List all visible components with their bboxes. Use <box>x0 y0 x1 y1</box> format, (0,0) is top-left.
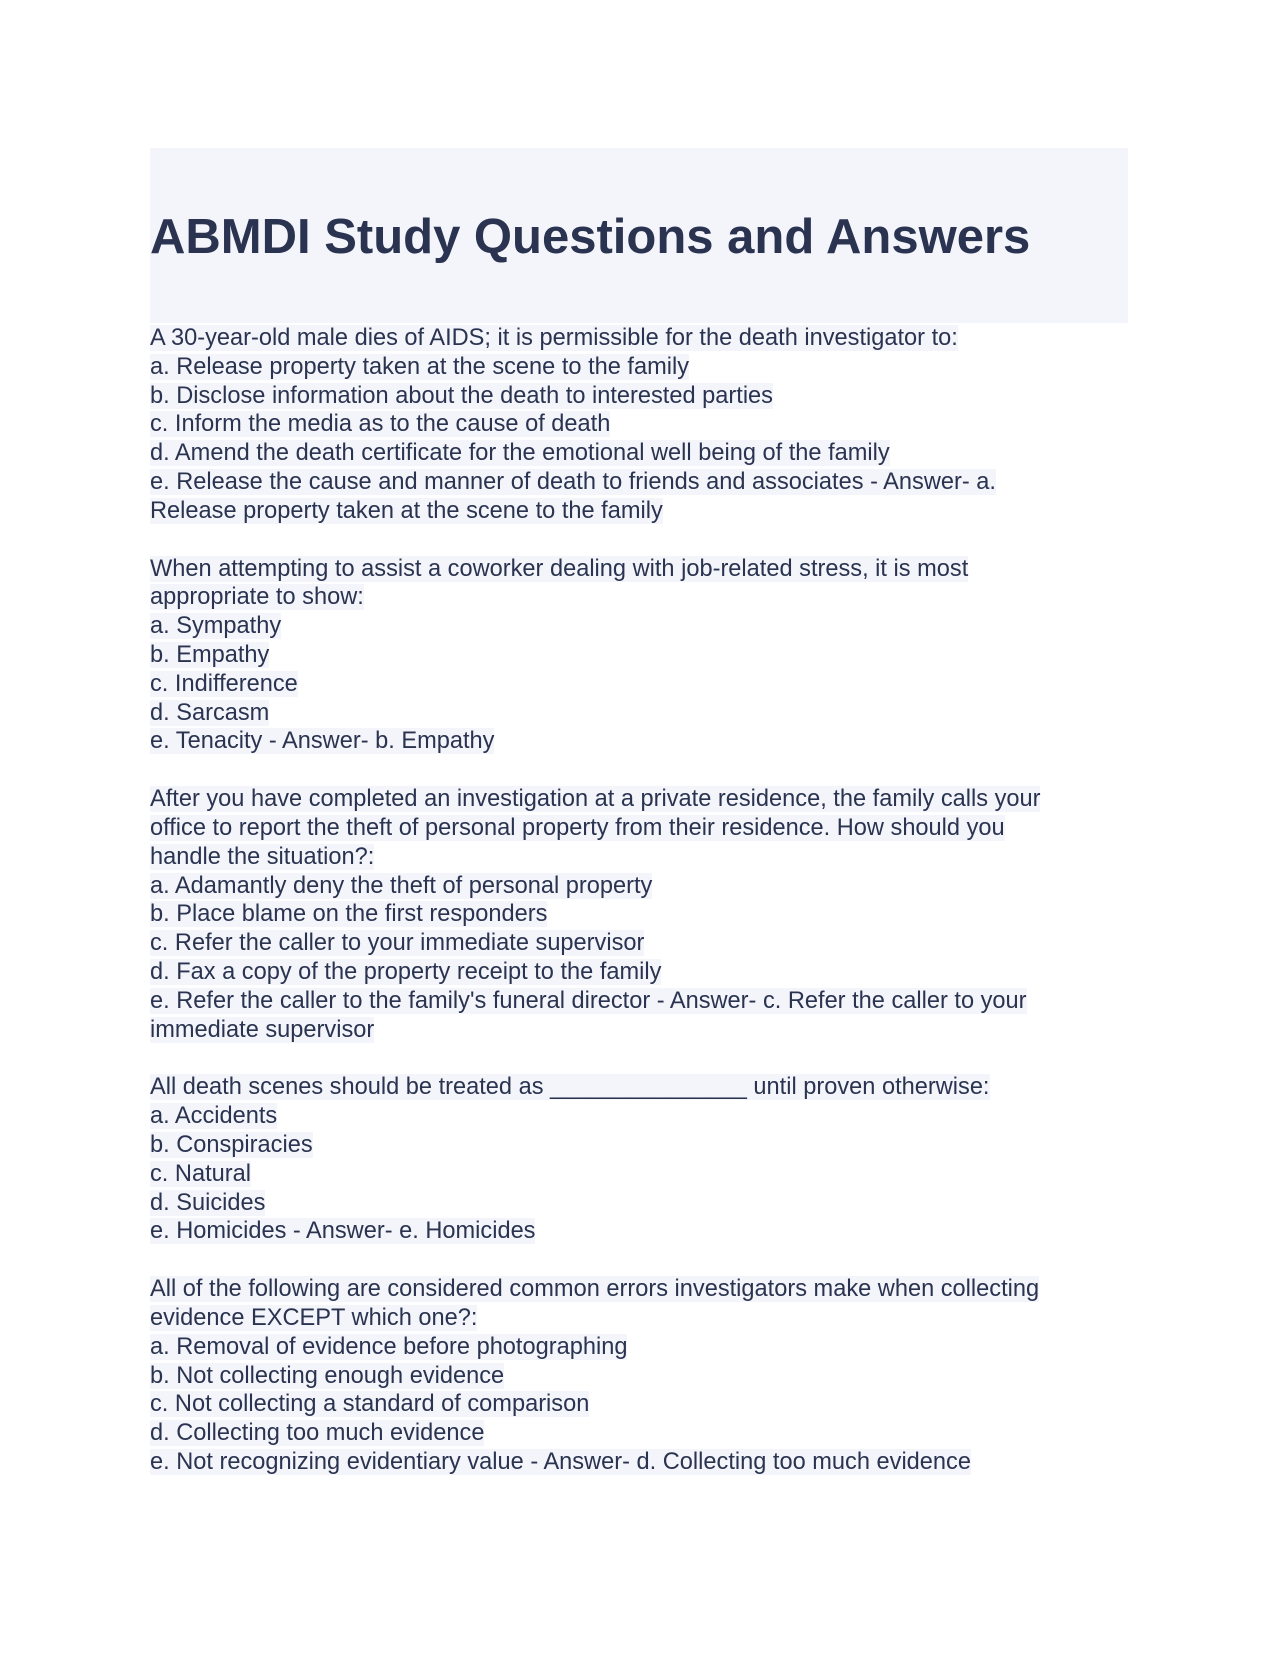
question-text-continuation: handle the situation?: <box>150 843 375 870</box>
option-a: a. Adamantly deny the theft of personal property <box>150 872 653 899</box>
option-d: d. Amend the death certificate for the emotional well being of the family <box>150 440 890 467</box>
option-e-with-answer: e. Release the cause and manner of death to friends and associates - Answer- a. <box>150 468 996 495</box>
option-e-with-answer: e. Homicides - Answer- e. Homicides <box>150 1218 536 1245</box>
option-e-with-answer: e. Tenacity - Answer- b. Empathy <box>150 728 495 755</box>
option-d: d. Collecting too much evidence <box>150 1420 485 1447</box>
option-c: c. Inform the media as to the cause of death <box>150 411 611 438</box>
title-block <box>150 148 1128 323</box>
option-c: c. Indifference <box>150 670 298 697</box>
question-text: When attempting to assist a coworker dealing with job-related stress, it is most <box>150 555 969 582</box>
option-b: b. Place blame on the first responders <box>150 901 548 928</box>
question-3 <box>150 785 1130 1044</box>
option-a: a. Accidents <box>150 1103 278 1130</box>
option-b: b. Not collecting enough evidence <box>150 1362 505 1389</box>
answer-continuation: Release property taken at the scene to the family <box>150 497 663 524</box>
question-text-continuation: office to report the theft of personal property from their residence. How should you <box>150 814 1005 841</box>
question-1 <box>150 324 1130 526</box>
option-d: d. Sarcasm <box>150 699 270 726</box>
option-c: c. Natural <box>150 1160 251 1187</box>
question-text-continuation: appropriate to show: <box>150 584 364 611</box>
option-b: b. Conspiracies <box>150 1131 313 1158</box>
question-text: All of the following are considered common errors investigators make when collecting <box>150 1276 1040 1303</box>
option-a: a. Release property taken at the scene to the family <box>150 353 690 380</box>
questions-list <box>150 324 1130 1506</box>
question-2 <box>150 555 1130 757</box>
option-a: a. Sympathy <box>150 613 282 640</box>
option-d: d. Fax a copy of the property receipt to the family <box>150 958 662 985</box>
option-c: c. Not collecting a standard of comparison <box>150 1391 590 1418</box>
document-title: ABMDI Study Questions and Answers <box>150 210 1031 264</box>
question-text: All death scenes should be treated as _______________ until proven otherwise: <box>150 1074 990 1101</box>
question-5 <box>150 1275 1130 1477</box>
option-e-with-answer: e. Refer the caller to the family's funeral director - Answer- c. Refer the caller to your <box>150 987 1027 1014</box>
option-b: b. Disclose information about the death to interested parties <box>150 382 773 409</box>
option-c: c. Refer the caller to your immediate supervisor <box>150 930 645 957</box>
answer-continuation: immediate supervisor <box>150 1016 375 1043</box>
option-b: b. Empathy <box>150 641 270 668</box>
option-a: a. Removal of evidence before photographing <box>150 1333 628 1360</box>
question-text: After you have completed an investigation at a private residence, the family calls your <box>150 786 1041 813</box>
question-text-continuation: evidence EXCEPT which one?: <box>150 1304 478 1331</box>
option-e-with-answer: e. Not recognizing evidentiary value - Answer- d. Collecting too much evidence <box>150 1448 971 1475</box>
option-d: d. Suicides <box>150 1189 266 1216</box>
question-4 <box>150 1073 1130 1246</box>
question-text: A 30-year-old male dies of AIDS; it is permissible for the death investigator to: <box>150 325 958 351</box>
